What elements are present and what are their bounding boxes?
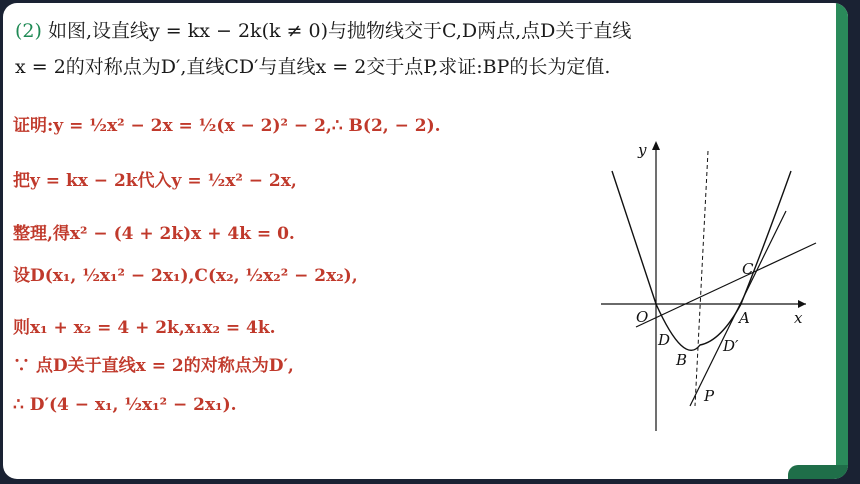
label-y: y	[638, 141, 647, 159]
label-b: B	[676, 351, 688, 369]
line-cdp	[690, 211, 786, 406]
side-ribbon	[836, 3, 848, 479]
label-o: O	[636, 308, 649, 326]
label-p: P	[704, 387, 715, 405]
parabola-figure	[596, 131, 826, 441]
solution-line-4: 设D(x₁, ½x₁² − 2x₁),C(x₂, ½x₂² − 2x₂),	[13, 266, 358, 286]
line-cd	[636, 243, 816, 327]
solution-line-7: ∴ D′(4 − x₁, ½x₁² − 2x₁).	[13, 395, 237, 415]
solution-line-6: ∵ 点D关于直线x = 2的对称点为D′,	[13, 356, 294, 376]
solution-line-1: 证明:y = ½x² − 2x = ½(x − 2)² − 2,∴ B(2, − 2).	[13, 116, 441, 136]
label-d: D	[658, 331, 671, 349]
x-axis-arrow	[798, 300, 806, 308]
corner-tab	[788, 465, 848, 479]
y-axis-arrow	[652, 141, 660, 150]
solution-line-5: 则x₁ + x₂ = 4 + 2k,x₁x₂ = 4k.	[13, 318, 276, 338]
slide	[3, 3, 848, 479]
label-x: x	[794, 309, 803, 327]
symmetry-line	[695, 151, 708, 406]
solution-line-3: 整理,得x² − (4 + 2k)x + 4k = 0.	[13, 224, 295, 244]
problem-line-2: x = 2的对称点为D′,直线CD′与直线x = 2交于点P,求证:BP的长为定值.	[15, 56, 611, 78]
problem-line-1: (2) 如图,设直线y = kx − 2k(k ≠ 0)与抛物线交于C,D两点,点D关于直线	[15, 20, 632, 42]
label-c: C	[742, 260, 754, 278]
solution-line-2: 把y = kx − 2k代入y = ½x² − 2x,	[13, 171, 297, 191]
label-a: A	[739, 309, 750, 327]
problem-statement	[15, 13, 835, 85]
label-dprime: D′	[723, 337, 739, 355]
problem-number: (2)	[15, 20, 42, 42]
